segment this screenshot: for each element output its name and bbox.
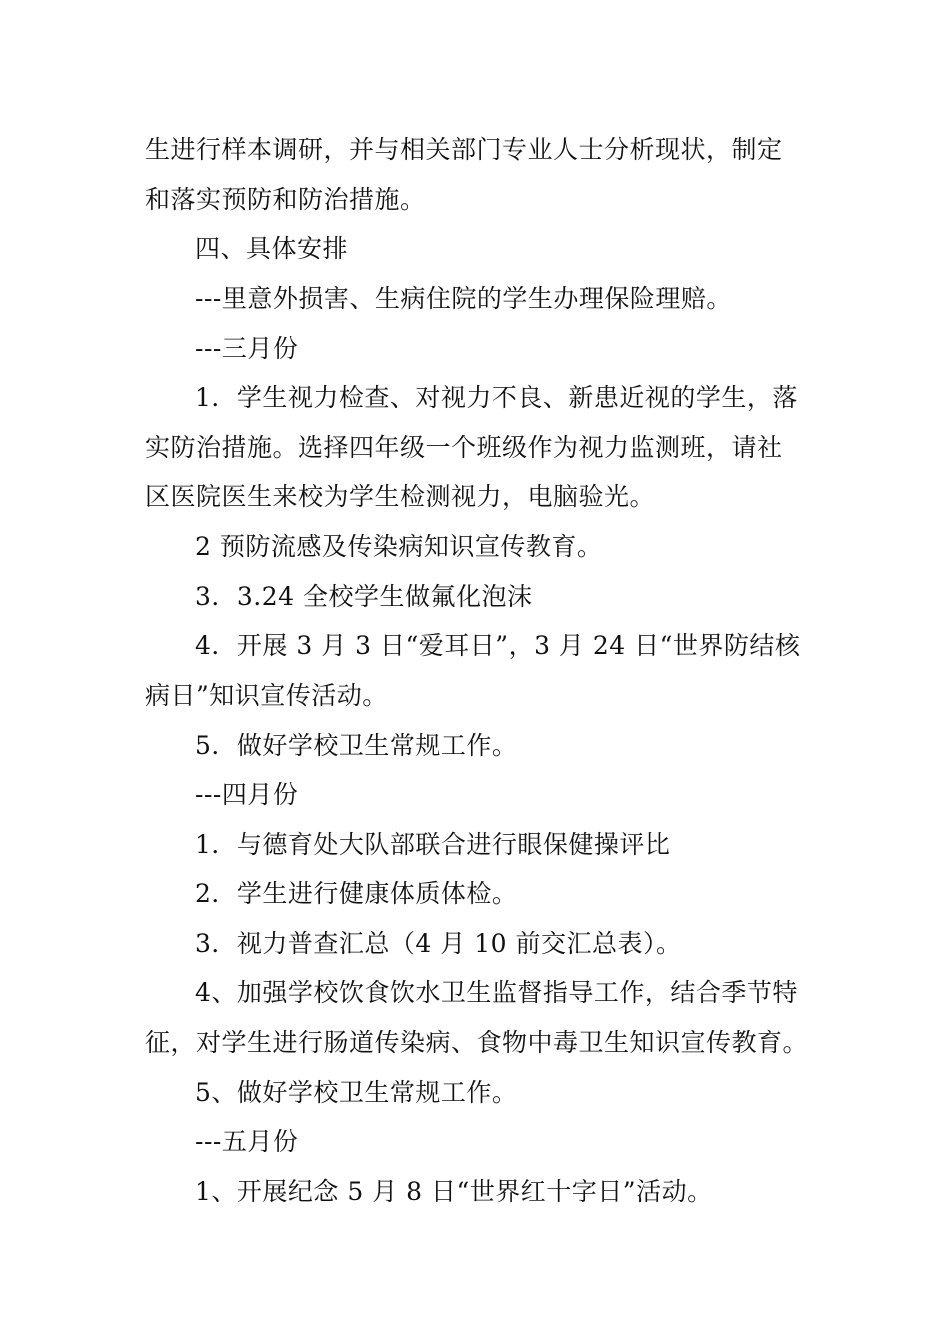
month-heading-april [145,770,810,820]
text-line: ---五月份 [195,1127,299,1156]
text-line: 生进行样本调研，并与相关部门专业人士分析现状，制定 [145,135,783,164]
list-item [145,522,810,572]
month-heading-march [145,324,810,374]
section-heading [145,224,810,274]
text-line: 和落实预防和防治措施。 [145,184,426,214]
text-line: 实防治措施。选择四年级一个班级作为视力监测班，请社 [145,432,783,462]
list-item [145,820,810,870]
text-line: 2 预防流感及传染病知识宣传教育。 [195,532,603,561]
paragraph-continuation [145,125,810,224]
list-item [145,968,810,1067]
list-item [145,1167,810,1217]
text-line: ---三月份 [195,334,299,363]
text-line: 1、开展纪念 5 月 8 日“世界红十字日”活动。 [195,1177,713,1206]
text-line: 5．做好学校卫生常规工作。 [195,731,518,760]
month-heading-may [145,1117,810,1167]
text-line: ---四月份 [195,780,299,809]
text-line: 3．3.24 全校学生做氟化泡沫 [195,582,533,611]
list-item [145,1068,810,1118]
text-line: 区医院医生来校为学生检测视力，电脑验光。 [145,482,656,511]
list-item [145,869,810,919]
text-line: 1．学生视力检查、对视力不良、新患近视的学生，落 [195,383,798,412]
text-line: 4、加强学校饮食饮水卫生监督指导工作，结合季节特 [195,978,798,1007]
list-item [145,373,810,522]
list-item [145,721,810,771]
text-line: 四、具体安排 [195,234,349,263]
list-item [145,919,810,969]
text-line: 2．学生进行健康体质体检。 [195,879,518,908]
text-line: ---里意外损害、生病住院的学生办理保险理赔。 [195,284,732,313]
paragraph [145,274,810,324]
text-line: 病日”知识宣传活动。 [145,680,388,710]
text-line: 1．与德育处大队部联合进行眼保健操评比 [195,830,671,859]
list-item [145,621,810,720]
text-line: 4．开展 3 月 3 日“爱耳日”，3 月 24 日“世界防结核 [195,631,801,660]
text-line: 5、做好学校卫生常规工作。 [195,1078,518,1107]
text-line: 3．视力普查汇总（4 月 10 前交汇总表）。 [195,929,682,958]
text-line: 征，对学生进行肠道传染病、食物中毒卫生知识宣传教育。 [145,1027,809,1057]
list-item [145,572,810,622]
